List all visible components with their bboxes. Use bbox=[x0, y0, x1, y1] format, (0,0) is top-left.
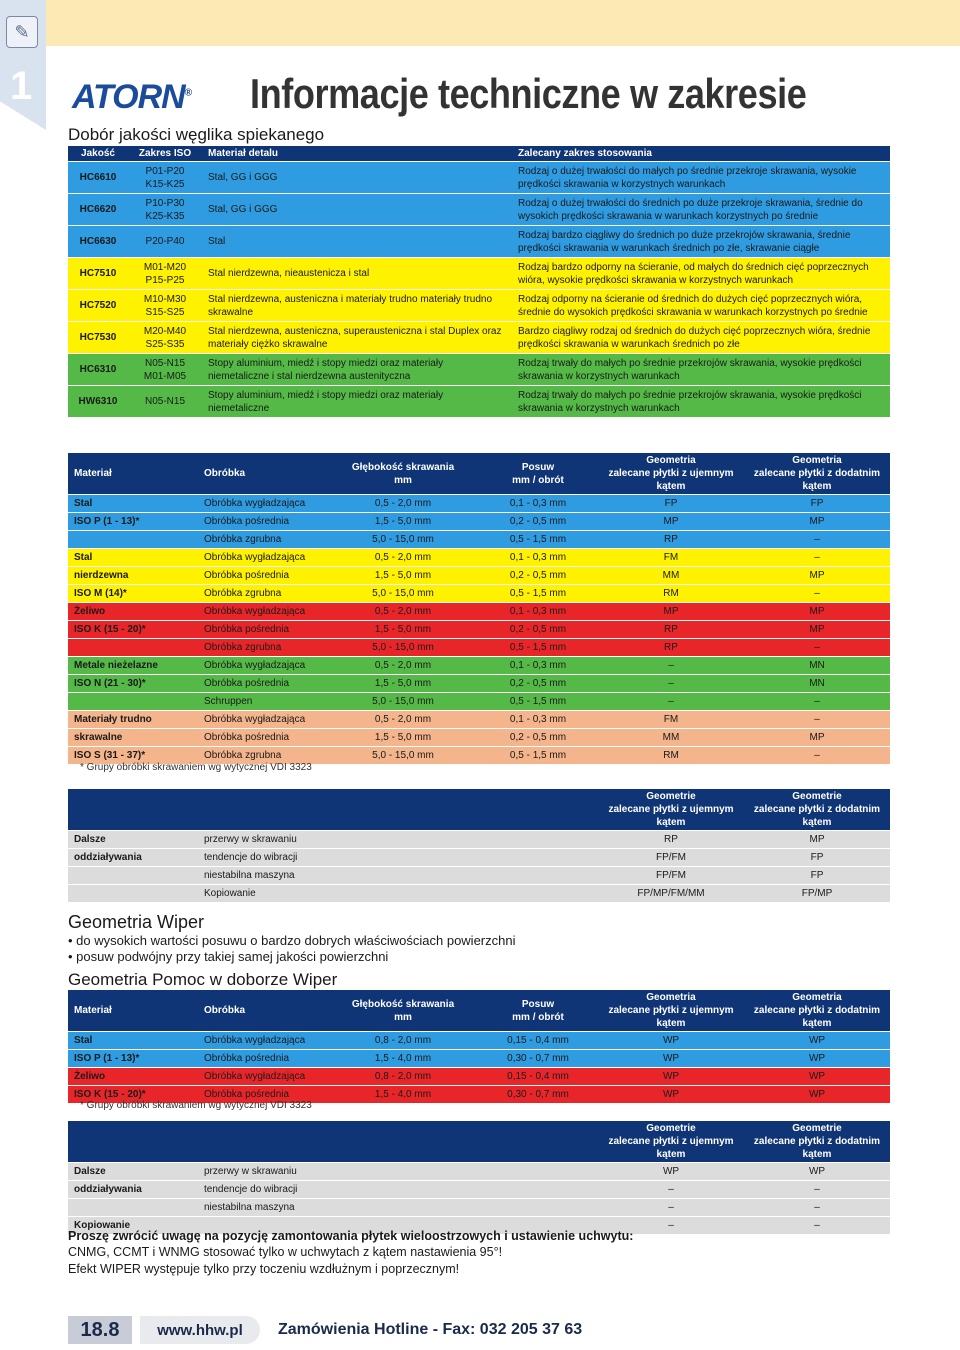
material-cell: Stopy aluminium, miedź i stopy miedzi oraz materiały niemetaliczne i stal nierdzewna austenityczna bbox=[202, 354, 512, 386]
carbide-table bbox=[68, 146, 890, 418]
g-col-operation: Obróbka bbox=[198, 453, 328, 495]
g-operation: Obróbka pośrednia bbox=[198, 729, 328, 747]
g-depth: 0,5 - 2,0 mm bbox=[328, 657, 478, 675]
col-material: Materiał detalu bbox=[202, 146, 512, 162]
iso-cell: M01-M20 P15-P25 bbox=[128, 258, 202, 290]
g-operation: Obróbka zgrubna bbox=[198, 585, 328, 603]
col-usage: Zalecany zakres stosowania bbox=[512, 146, 890, 162]
tool-icon: ✎ bbox=[6, 16, 38, 48]
o-col-pos: Geometrie zalecane płytki z dodatnim kątem bbox=[744, 789, 890, 831]
g-depth: 1,5 - 5,0 mm bbox=[328, 729, 478, 747]
w-feed: 0,30 - 0,7 mm bbox=[478, 1050, 598, 1068]
col-quality: Jakość bbox=[68, 146, 128, 162]
g-pos: – bbox=[744, 693, 890, 711]
quality-cell: HC6310 bbox=[68, 354, 128, 386]
g-pos: MN bbox=[744, 657, 890, 675]
g-pos: MP bbox=[744, 567, 890, 585]
g-feed: 0,1 - 0,3 mm bbox=[478, 495, 598, 513]
g-operation: Schruppen bbox=[198, 693, 328, 711]
usage-cell: Rodzaj bardzo odporny na ścieranie, od małych do średnich cięć poprzecznych wióra, wysokie prędkości skrawania w korzystnych warunkach bbox=[512, 258, 890, 290]
g-depth: 5,0 - 15,0 mm bbox=[328, 693, 478, 711]
g-pos: – bbox=[744, 549, 890, 567]
g-material: ISO M (14)* bbox=[68, 585, 198, 603]
w-effects-neg: WP bbox=[598, 1163, 744, 1181]
w-effects-condition: przerwy w skrawaniu bbox=[198, 1163, 598, 1181]
w-effects-condition: tendencje do wibracji bbox=[198, 1181, 598, 1199]
wiper-bullet-1: • do wysokich wartości posuwu o bardzo dobrych właściwościach powierzchni bbox=[68, 933, 515, 948]
usage-cell: Rodzaj trwały do małych po średnie przekrojów skrawania, wysokie prędkości skrawania w korzystnych warunkach bbox=[512, 386, 890, 418]
geometry-row bbox=[68, 639, 890, 657]
g-material: Materiały trudno bbox=[68, 711, 198, 729]
g-depth: 0,5 - 2,0 mm bbox=[328, 549, 478, 567]
usage-cell: Rodzaj odporny na ścieranie od średnich do dużych cięć poprzecznych wióra, średnie do wysokich prędkości skrawania w warunkach korzystnych po średnie bbox=[512, 290, 890, 322]
w-feed: 0,15 - 0,4 mm bbox=[478, 1032, 598, 1050]
g-pos: – bbox=[744, 639, 890, 657]
geometry-row bbox=[68, 495, 890, 513]
g-pos: MN bbox=[744, 675, 890, 693]
w-neg: WP bbox=[598, 1032, 744, 1050]
wiper-effects-table: Geometrie zalecane płytki z ujemnym kątem Geometrie zalecane płytki z dodatnim kątem Dalsze przerwy w skrawaniu WP WP oddziaływania tendencje do wibracji – – niestabilna maszyna – – Kopiowanie – – bbox=[68, 1121, 890, 1235]
g-pos: – bbox=[744, 711, 890, 729]
wiper-bullet-2: • posuw podwójny przy takiej samej jakości powierzchni bbox=[68, 949, 388, 964]
material-cell: Stal bbox=[202, 226, 512, 258]
geometry-row bbox=[68, 603, 890, 621]
g-depth: 0,5 - 2,0 mm bbox=[328, 711, 478, 729]
g-material: Metale nieżelazne bbox=[68, 657, 198, 675]
g-neg: FP bbox=[598, 495, 744, 513]
w-operation: Obróbka wygładzająca bbox=[198, 1032, 328, 1050]
material-cell: Stopy aluminium, miedź i stopy miedzi oraz materiały niemetaliczne bbox=[202, 386, 512, 418]
w-feed: 0,15 - 0,4 mm bbox=[478, 1068, 598, 1086]
g-depth: 0,5 - 2,0 mm bbox=[328, 495, 478, 513]
g-feed: 0,5 - 1,5 mm bbox=[478, 639, 598, 657]
g-neg: MP bbox=[598, 603, 744, 621]
g-material: Żeliwo bbox=[68, 603, 198, 621]
g-material bbox=[68, 639, 198, 657]
w-pos: WP bbox=[744, 1050, 890, 1068]
carbide-row bbox=[68, 354, 890, 386]
wiper-table: Materiał Obróbka Głębokość skrawania mm Posuw mm / obrót Geometria zalecane płytki z ujemnym kątem Geometria zalecane płytki z dodatnim kątem Stal Obróbka wygładzająca 0,8 - 2,0 mm 0,15 - 0,4 mm WP WP ISO P (1 - 13)* Obróbka pośrednia 1,5 - 4,0 mm 0,30 - 0,7 mm WP WP Żeliwo Obróbka wygładzająca 0,8 - 2,0 mm 0,15 - 0,4 mm WP WP ISO K (15 - 20)* Obróbka pośrednia 1,5 - 4,0 mm 0,30 - 0,7 mm WP WP bbox=[68, 990, 890, 1104]
g-col-depth: Głębokość skrawania mm bbox=[328, 453, 478, 495]
geometry-row bbox=[68, 675, 890, 693]
g-neg: FM bbox=[598, 711, 744, 729]
w-effects-pos: WP bbox=[744, 1163, 890, 1181]
carbide-row bbox=[68, 386, 890, 418]
material-cell: Stal nierdzewna, nieaustenicza i stal bbox=[202, 258, 512, 290]
effects-neg: FP/MP/FM/MM bbox=[598, 885, 744, 903]
wiper-effects-label: Dalsze bbox=[68, 1163, 198, 1181]
effects-pos: MP bbox=[744, 831, 890, 849]
iso-cell: N05-N15 bbox=[128, 386, 202, 418]
effects-condition: tendencje do wibracji bbox=[198, 849, 598, 867]
g-material: ISO N (21 - 30)* bbox=[68, 675, 198, 693]
material-cell: Stal nierdzewna, austeniczna i materiały trudno materiały trudno skrawalne bbox=[202, 290, 512, 322]
g-pos: – bbox=[744, 531, 890, 549]
g-feed: 0,1 - 0,3 mm bbox=[478, 657, 598, 675]
carbide-row bbox=[68, 322, 890, 354]
g-depth: 1,5 - 5,0 mm bbox=[328, 621, 478, 639]
wiper-geometry-title: Geometria Pomoc w doborze Wiper bbox=[68, 970, 338, 989]
carbide-row bbox=[68, 258, 890, 290]
g-material: ISO P (1 - 13)* bbox=[68, 513, 198, 531]
g-operation: Obróbka zgrubna bbox=[198, 639, 328, 657]
g-feed: 0,5 - 1,5 mm bbox=[478, 693, 598, 711]
w-effects-condition: niestabilna maszyna bbox=[198, 1199, 598, 1217]
effects-row bbox=[68, 885, 890, 903]
usage-cell: Rodzaj o dużej trwałości do małych po średnie przekroje skrawania, wysokie prędkości skrawania w korzystnych warunkach bbox=[512, 162, 890, 194]
g-col-material: Materiał bbox=[68, 453, 198, 495]
g-depth: 1,5 - 5,0 mm bbox=[328, 567, 478, 585]
material-cell: Stal, GG i GGG bbox=[202, 194, 512, 226]
g-feed: 0,1 - 0,3 mm bbox=[478, 603, 598, 621]
o-col-neg: Geometrie zalecane płytki z ujemnym kątem bbox=[598, 789, 744, 831]
top-banner bbox=[0, 0, 960, 46]
w-effects-neg: – bbox=[598, 1181, 744, 1199]
hotline: Zamówienia Hotline - Fax: 032 205 37 63 bbox=[278, 1321, 583, 1338]
g-operation: Obróbka wygładzająca bbox=[198, 603, 328, 621]
g-material bbox=[68, 693, 198, 711]
wiper-row bbox=[68, 1050, 890, 1068]
g-neg: – bbox=[598, 657, 744, 675]
w-feed: 0,30 - 0,7 mm bbox=[478, 1086, 598, 1104]
effects-condition: przerwy w skrawaniu bbox=[198, 831, 598, 849]
carbide-row bbox=[68, 226, 890, 258]
section1-title: Dobór jakości węglika spiekanego bbox=[68, 125, 325, 144]
w-effects-pos: – bbox=[744, 1181, 890, 1199]
notice-line3: Efekt WIPER występuje tylko przy toczeniu wzdłużnym i poprzecznym! bbox=[68, 1262, 460, 1276]
iso-cell: M10-M30 S15-S25 bbox=[128, 290, 202, 322]
wiper-effects-label: oddziaływania bbox=[68, 1181, 198, 1199]
g-depth: 1,5 - 5,0 mm bbox=[328, 513, 478, 531]
wiper-effects-row bbox=[68, 1199, 890, 1217]
g-feed: 0,5 - 1,5 mm bbox=[478, 585, 598, 603]
col-iso: Zakres ISO bbox=[128, 146, 202, 162]
w-operation: Obróbka wygładzająca bbox=[198, 1068, 328, 1086]
w-pos: WP bbox=[744, 1032, 890, 1050]
quality-cell: HC6620 bbox=[68, 194, 128, 226]
effects-label: oddziaływania bbox=[68, 849, 198, 867]
vdi-note-2: * Grupy obróbki skrawaniem wg wytycznej VDI 3323 bbox=[80, 1100, 312, 1111]
g-operation: Obróbka pośrednia bbox=[198, 675, 328, 693]
usage-cell: Rodzaj bardzo ciągliwy do średnich po duże przekrojów skrawania, średnie prędkości skrawania w warunkach średnich po złe, skrawanie ciągłe bbox=[512, 226, 890, 258]
g-material: Stal bbox=[68, 495, 198, 513]
g-feed: 0,2 - 0,5 mm bbox=[478, 621, 598, 639]
g-feed: 0,2 - 0,5 mm bbox=[478, 675, 598, 693]
g-operation: Obróbka pośrednia bbox=[198, 621, 328, 639]
g-depth: 5,0 - 15,0 mm bbox=[328, 585, 478, 603]
geometry-row bbox=[68, 549, 890, 567]
geometry-row bbox=[68, 567, 890, 585]
wiper-row bbox=[68, 1032, 890, 1050]
w-depth: 0,8 - 2,0 mm bbox=[328, 1032, 478, 1050]
effects-pos: FP bbox=[744, 849, 890, 867]
logo-text: ATORN bbox=[72, 78, 185, 116]
w-neg: WP bbox=[598, 1050, 744, 1068]
g-operation: Obróbka zgrubna bbox=[198, 747, 328, 765]
g-feed: 0,2 - 0,5 mm bbox=[478, 567, 598, 585]
quality-cell: HC7510 bbox=[68, 258, 128, 290]
w-depth: 1,5 - 4,0 mm bbox=[328, 1086, 478, 1104]
g-material: Stal bbox=[68, 549, 198, 567]
geometry-row bbox=[68, 657, 890, 675]
wiper-effects-label: Kopiowanie bbox=[68, 1217, 198, 1235]
geometry-row bbox=[68, 729, 890, 747]
iso-cell: P10-P30 K25-K35 bbox=[128, 194, 202, 226]
g-operation: Obróbka wygładzająca bbox=[198, 549, 328, 567]
quality-cell: HC6630 bbox=[68, 226, 128, 258]
g-pos: MP bbox=[744, 513, 890, 531]
effects-neg: FP/FM bbox=[598, 867, 744, 885]
w-effects-pos: – bbox=[744, 1199, 890, 1217]
w-pos: WP bbox=[744, 1086, 890, 1104]
geometry-table bbox=[68, 453, 890, 765]
g-depth: 1,5 - 5,0 mm bbox=[328, 675, 478, 693]
w-pos: WP bbox=[744, 1068, 890, 1086]
quality-cell: HC6610 bbox=[68, 162, 128, 194]
g-neg: FM bbox=[598, 549, 744, 567]
w-effects-neg: – bbox=[598, 1199, 744, 1217]
g-operation: Obróbka pośrednia bbox=[198, 567, 328, 585]
g-material: nierdzewna bbox=[68, 567, 198, 585]
effects-label: Dalsze bbox=[68, 831, 198, 849]
g-neg: – bbox=[598, 675, 744, 693]
effects-condition: niestabilna maszyna bbox=[198, 867, 598, 885]
g-material bbox=[68, 531, 198, 549]
g-depth: 5,0 - 15,0 mm bbox=[328, 531, 478, 549]
quality-cell: HW6310 bbox=[68, 386, 128, 418]
notice-bold: Proszę zwrócić uwagę na pozycję zamontowania płytek wieloostrzowych i ustawienie uchwytu: bbox=[68, 1229, 634, 1243]
w-effects-pos: – bbox=[744, 1217, 890, 1235]
g-depth: 5,0 - 15,0 mm bbox=[328, 639, 478, 657]
g-feed: 0,2 - 0,5 mm bbox=[478, 729, 598, 747]
wiper-effects-label bbox=[68, 1199, 198, 1217]
g-feed: 0,1 - 0,3 mm bbox=[478, 711, 598, 729]
g-neg: RP bbox=[598, 531, 744, 549]
g-pos: FP bbox=[744, 495, 890, 513]
effects-pos: FP bbox=[744, 867, 890, 885]
w-effects-neg: – bbox=[598, 1217, 744, 1235]
iso-cell: P20-P40 bbox=[128, 226, 202, 258]
website-link[interactable]: www.hhw.pl bbox=[140, 1316, 260, 1344]
usage-cell: Rodzaj o dużej trwałości do średnich po duże przekroje skrawania, średnie do wysokich prędkości skrawania w warunkach korzystnych po średnie bbox=[512, 194, 890, 226]
usage-cell: Bardzo ciągliwy rodzaj od średnich do dużych cięć poprzecznych wióra, średnie prędkości skrawania w warunkach średnich po złe bbox=[512, 322, 890, 354]
material-cell: Stal nierdzewna, austeniczna, superausteniczna i stal Duplex oraz materiały ciężko skrawalne bbox=[202, 322, 512, 354]
vdi-note: * Grupy obróbki skrawaniem wg wytycznej VDI 3323 bbox=[80, 762, 312, 773]
iso-cell: M20-M40 S25-S35 bbox=[128, 322, 202, 354]
g-neg: – bbox=[598, 693, 744, 711]
g-pos: – bbox=[744, 585, 890, 603]
wiper-title: Geometria Wiper bbox=[68, 912, 205, 932]
effects-label bbox=[68, 885, 198, 903]
effects-row bbox=[68, 867, 890, 885]
g-col-feed: Posuw mm / obrót bbox=[478, 453, 598, 495]
chapter-number: 1 bbox=[10, 64, 33, 108]
g-neg: MM bbox=[598, 567, 744, 585]
g-col-neg: Geometria zalecane płytki z ujemnym kątem bbox=[598, 453, 744, 495]
g-feed: 0,5 - 1,5 mm bbox=[478, 747, 598, 765]
g-feed: 0,1 - 0,3 mm bbox=[478, 549, 598, 567]
w-material: Żeliwo bbox=[68, 1068, 198, 1086]
wiper-effects-row bbox=[68, 1181, 890, 1199]
effects-row bbox=[68, 831, 890, 849]
material-cell: Stal, GG i GGG bbox=[202, 162, 512, 194]
wiper-effects-row bbox=[68, 1163, 890, 1181]
effects-row bbox=[68, 849, 890, 867]
g-pos: MP bbox=[744, 603, 890, 621]
g-operation: Obróbka zgrubna bbox=[198, 531, 328, 549]
geometry-row bbox=[68, 585, 890, 603]
geometry-row bbox=[68, 693, 890, 711]
w-depth: 1,5 - 4,0 mm bbox=[328, 1050, 478, 1068]
page-title: Informacje techniczne w zakresie bbox=[250, 70, 807, 117]
usage-cell: Rodzaj trwały do małych po średnie przekrojów skrawania, wysokie prędkości skrawania w korzystnych warunkach bbox=[512, 354, 890, 386]
geometry-row bbox=[68, 513, 890, 531]
other-effects-table bbox=[68, 789, 890, 903]
wiper-row bbox=[68, 1068, 890, 1086]
g-operation: Obróbka wygładzająca bbox=[198, 711, 328, 729]
carbide-row bbox=[68, 194, 890, 226]
w-depth: 0,8 - 2,0 mm bbox=[328, 1068, 478, 1086]
w-material: Stal bbox=[68, 1032, 198, 1050]
carbide-row bbox=[68, 162, 890, 194]
g-neg: RP bbox=[598, 621, 744, 639]
g-material: ISO S (31 - 37)* bbox=[68, 747, 198, 765]
g-neg: MM bbox=[598, 729, 744, 747]
g-depth: 0,5 - 2,0 mm bbox=[328, 603, 478, 621]
page-number: 18.8 bbox=[68, 1316, 132, 1344]
w-material: ISO P (1 - 13)* bbox=[68, 1050, 198, 1068]
g-neg: RM bbox=[598, 747, 744, 765]
effects-neg: RP bbox=[598, 831, 744, 849]
w-neg: WP bbox=[598, 1086, 744, 1104]
quality-cell: HC7530 bbox=[68, 322, 128, 354]
notice-line2: CNMG, CCMT i WNMG stosować tylko w uchwytach z kątem nastawienia 95°! bbox=[68, 1245, 503, 1259]
geometry-row bbox=[68, 711, 890, 729]
g-pos: MP bbox=[744, 621, 890, 639]
g-pos: – bbox=[744, 747, 890, 765]
g-feed: 0,2 - 0,5 mm bbox=[478, 513, 598, 531]
g-operation: Obróbka wygładzająca bbox=[198, 657, 328, 675]
g-feed: 0,5 - 1,5 mm bbox=[478, 531, 598, 549]
iso-cell: P01-P20 K15-K25 bbox=[128, 162, 202, 194]
g-operation: Obróbka pośrednia bbox=[198, 513, 328, 531]
g-depth: 5,0 - 15,0 mm bbox=[328, 747, 478, 765]
w-operation: Obróbka pośrednia bbox=[198, 1050, 328, 1068]
g-col-pos: Geometria zalecane płytki z dodatnim kątem bbox=[744, 453, 890, 495]
g-neg: RM bbox=[598, 585, 744, 603]
effects-pos: FP/MP bbox=[744, 885, 890, 903]
g-neg: RP bbox=[598, 639, 744, 657]
atorn-logo: ATORN® bbox=[72, 78, 192, 116]
g-operation: Obróbka wygładzająca bbox=[198, 495, 328, 513]
effects-label bbox=[68, 867, 198, 885]
geometry-row bbox=[68, 531, 890, 549]
w-operation: Obróbka pośrednia bbox=[198, 1086, 328, 1104]
effects-condition: Kopiowanie bbox=[198, 885, 598, 903]
g-material: skrawalne bbox=[68, 729, 198, 747]
effects-neg: FP/FM bbox=[598, 849, 744, 867]
w-material: ISO K (15 - 20)* bbox=[68, 1086, 198, 1104]
g-neg: MP bbox=[598, 513, 744, 531]
iso-cell: N05-N15 M01-M05 bbox=[128, 354, 202, 386]
w-neg: WP bbox=[598, 1068, 744, 1086]
quality-cell: HC7520 bbox=[68, 290, 128, 322]
g-pos: MP bbox=[744, 729, 890, 747]
carbide-row bbox=[68, 290, 890, 322]
g-material: ISO K (15 - 20)* bbox=[68, 621, 198, 639]
geometry-row bbox=[68, 621, 890, 639]
